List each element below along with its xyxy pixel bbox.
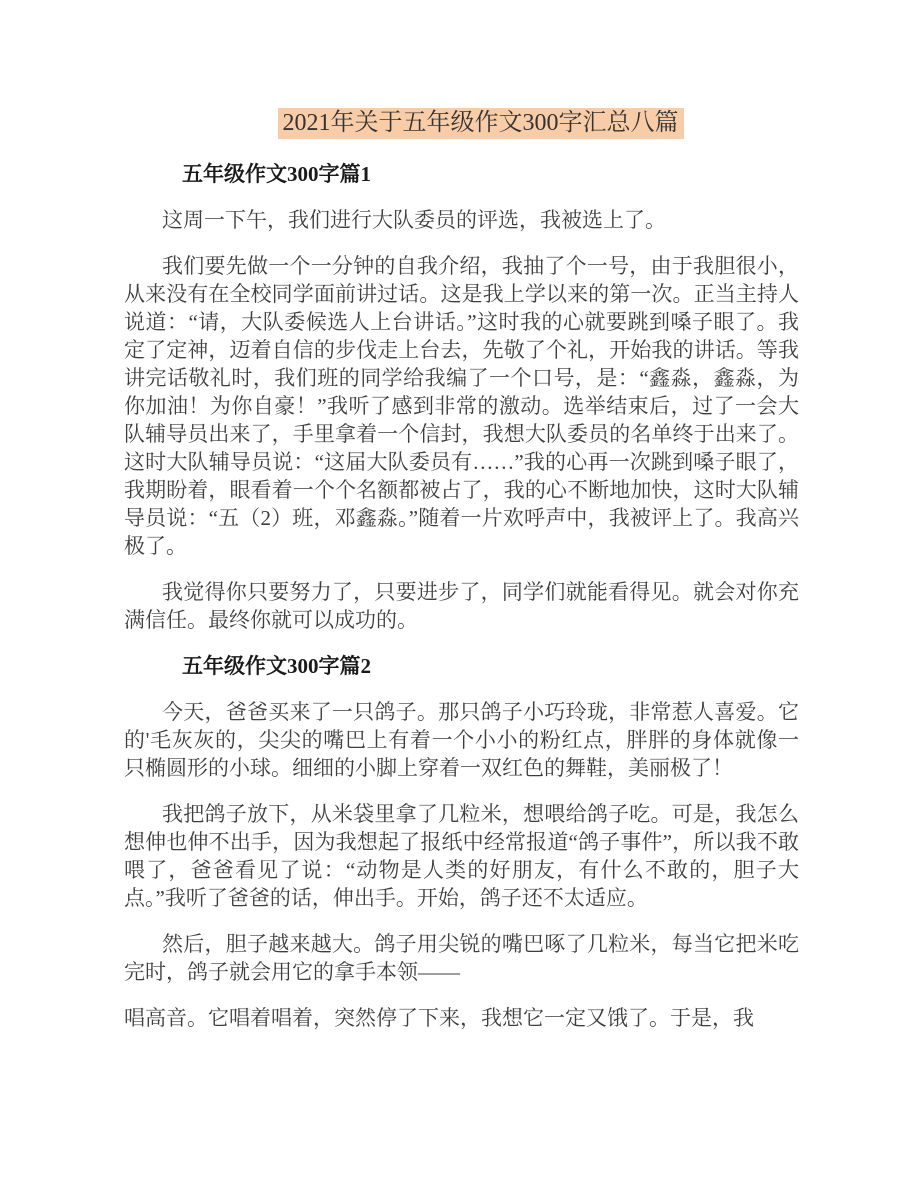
section-heading-1: 五年级作文300字篇1 [182, 162, 371, 186]
essay-paragraph: 我们要先做一个一分钟的自我介绍，我抽了个一号，由于我胆很小，从来没有在全校同学面前讲过话。这是我上学以来的第一次。正当主持人说道：“请，大队委候选人上台讲话。”这时我的心就要跳到嗓子眼了。我定了定神，迈着自信的步伐走上台去，先敬了个礼，开始我的讲话。等我讲完话敬礼时，我们班的同学给我编了一个口号，是：“鑫淼，鑫淼，为你加油！为你自豪！”我听了感到非常的激动。选举结束后，过了一会大队辅导员出来了，手里拿着一个信封，我想大队委员的名单终于出来了。这时大队辅导员说：“这届大队委员有……”我的心再一次跳到嗓子眼了，我期盼着，眼看着一个个名额都被占了，我的心不断地加快，这时大队辅导员说：“五（2）班，邓鑫淼。”随着一片欢呼声中，我被评上了。我高兴极了。 [124, 254, 799, 558]
title-highlight: 2021年关于五年级作文300字汇总八篇 [278, 108, 684, 139]
essay-paragraph: 这周一下午，我们进行大队委员的评选，我被选上了。 [162, 208, 666, 232]
essay-paragraph: 我把鸽子放下，从米袋里拿了几粒米，想喂给鸽子吃。可是，我怎么想伸也伸不出手，因为我想起了报纸中经常报道“鸽子事件”，所以我不敢喂了，爸爸看见了说：“动物是人类的好朋友，有什么不敢的，胆子大点。”我听了爸爸的话，伸出手。开始，鸽子还不太适应。 [124, 802, 799, 910]
essay-paragraph: 唱高音。它唱着唱着，突然停了下来，我想它一定又饿了。于是，我 [124, 1006, 754, 1030]
essay-paragraph: 然后，胆子越来越大。鸽子用尖锐的嘴巴啄了几粒米，每当它把米吃完时，鸽子就会用它的拿手本领—— [124, 932, 799, 984]
essay-paragraph: 今天，爸爸买来了一只鸽子。那只鸽子小巧玲珑，非常惹人喜爱。它的'毛灰灰的，尖尖的嘴巴上有着一个小小的粉红点，胖胖的身体就像一只椭圆形的小球。细细的小脚上穿着一双红色的舞鞋，美丽极了！ [124, 700, 799, 780]
document-title [124, 104, 799, 142]
section-heading-2: 五年级作文300字篇2 [182, 654, 371, 678]
essay-paragraph: 我觉得你只要努力了，只要进步了，同学们就能看得见。就会对你充满信任。最终你就可以成功的。 [124, 580, 799, 632]
